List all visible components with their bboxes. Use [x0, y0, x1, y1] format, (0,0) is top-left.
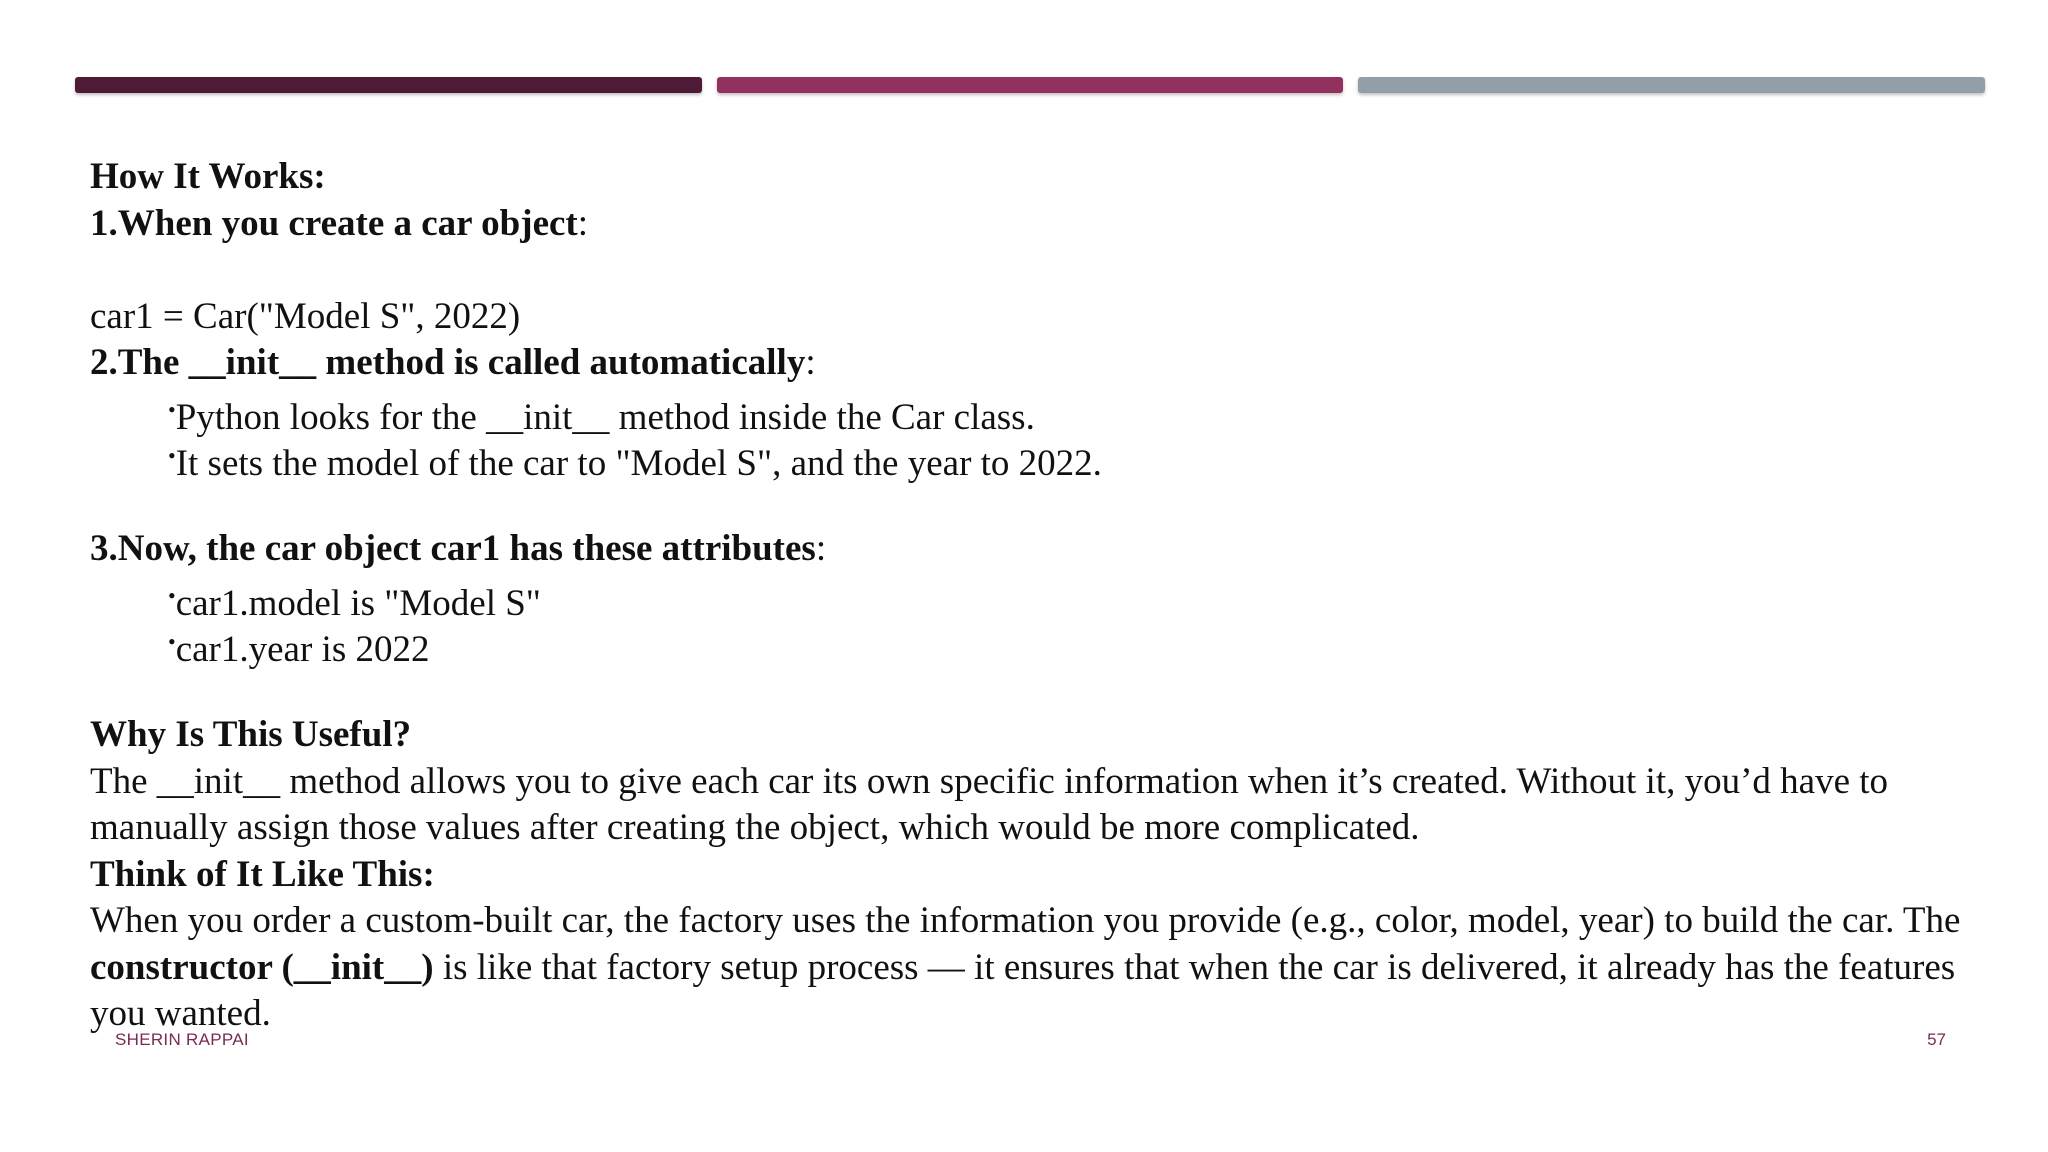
accent-bar-dark [75, 77, 702, 93]
bullet-icon: • [168, 396, 176, 422]
heading-how-it-works: How It Works: [90, 156, 326, 197]
step-2-bullet: •Python looks for the __init__ method inside the Car class. [168, 396, 1035, 438]
heading-think: Think of It Like This: [90, 853, 435, 895]
bullet-icon: • [168, 443, 176, 468]
step-3: 3.Now, the car object car1 has these attributes: [90, 528, 827, 569]
code-line: car1 = Car("Model S", 2022) [90, 295, 521, 337]
bullet-icon: • [168, 629, 176, 654]
spacer [90, 480, 1970, 527]
think-paragraph: When you order a custom-built car, the factory uses the information you provide (e.g., color, model, year) to build the car. The constructor (__init__) is like that factory setup process — it ensures that when the car is delivered, it already has the features you wanted. [90, 900, 1961, 1034]
step-2-bullet: •It sets the model of the car to "Model S", and the year to 2022. [168, 443, 1102, 484]
accent-bar-magenta [717, 77, 1343, 93]
spacer [90, 247, 1970, 294]
why-paragraph: The __init__ method allows you to give each car its own specific information when it’s created. Without it, you’d have to manually assign those values after creating the object, which would be more complicated. [90, 760, 1889, 848]
step-2: 2.The __init__ method is called automatically: [90, 342, 816, 383]
step-3-bullet: •car1.model is "Model S" [168, 582, 541, 624]
slide-body [90, 154, 1970, 1038]
heading-why-useful: Why Is This Useful? [90, 714, 412, 755]
step-1: 1.When you create a car object: [90, 202, 589, 244]
bullet-icon: • [168, 582, 176, 608]
step-3-bullet: •car1.year is 2022 [168, 629, 430, 670]
page-number: 57 [1927, 1030, 1946, 1049]
accent-bar-gray [1358, 77, 1985, 93]
spacer [90, 666, 1970, 713]
footer-author: SHERIN RAPPAI [115, 1030, 249, 1049]
